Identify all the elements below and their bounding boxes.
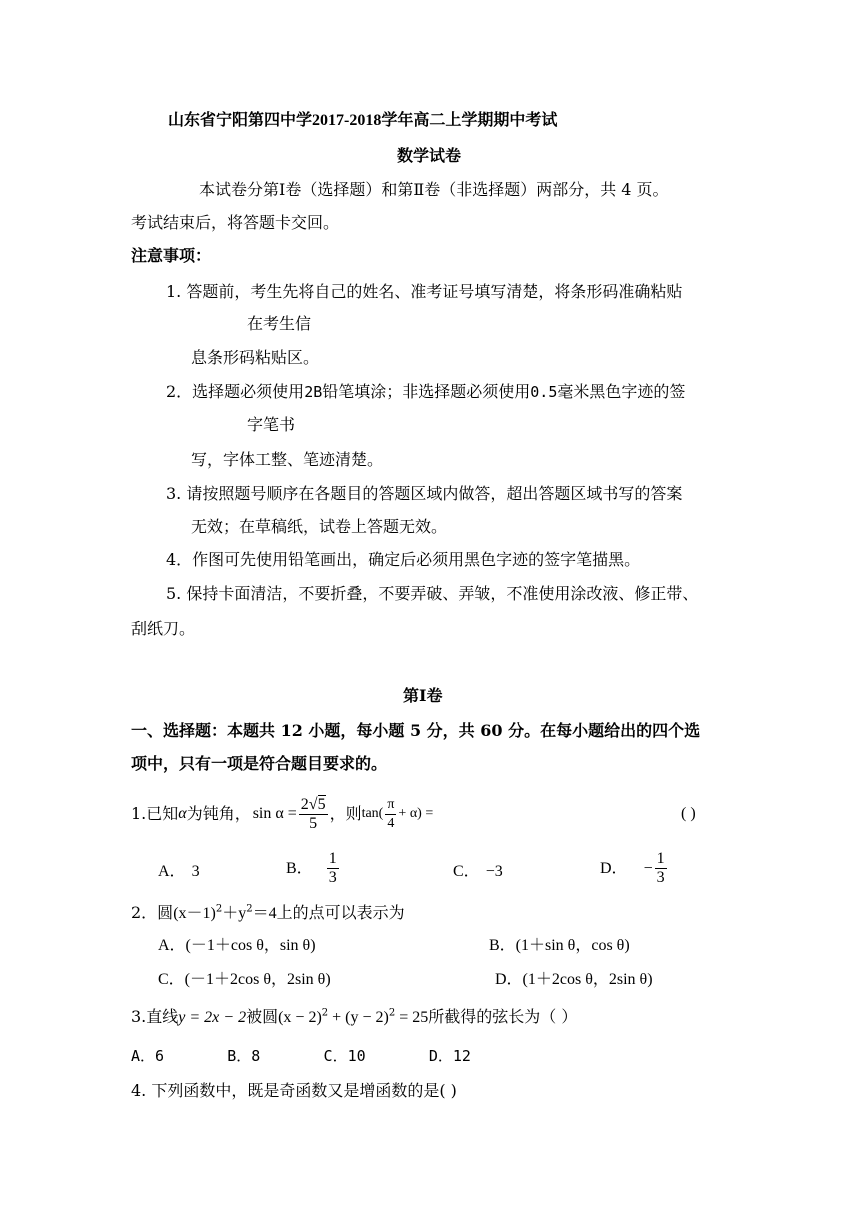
q1-option-b-fraction — [327, 850, 339, 887]
q2-option-c: C．(－1＋2cos θ，2sin θ) — [158, 971, 331, 988]
notes-heading: 注意事项： — [131, 246, 212, 265]
q2-eq-b: ＋y — [222, 905, 247, 922]
q2-option-d: D．(1＋2cos θ，2sin θ) — [495, 971, 653, 988]
q1-tan-label: tan( — [361, 806, 384, 821]
q1-option-a — [158, 862, 200, 882]
q3-circle-exp-2: 2 — [388, 1007, 396, 1019]
q1-text-2: ，则 — [329, 804, 362, 823]
question-4: 4. 下列函数中，既是奇函数又是增函数的是( ) — [131, 1081, 457, 1100]
q1-text-1: 为钝角， — [186, 804, 251, 823]
note-1-line-b: 在考生信 — [247, 314, 312, 333]
q1-prefix: 1.已知 — [131, 804, 179, 823]
note-5-line-b: 刮纸刀。 — [131, 619, 196, 638]
q1-option-d — [600, 850, 669, 887]
q3-circle-b: + (y − 2) — [328, 1009, 389, 1026]
note-1-line-a: 1. 答题前，考生先将自己的姓名、准考证号填写清楚，将条形码准确粘贴 — [166, 282, 683, 301]
note-2-pencil: 2B — [304, 383, 323, 401]
q3-prefix: 3.直线 — [131, 1007, 179, 1026]
title-years: 2017-2018 — [312, 112, 382, 129]
q1-tan-tail: + α) = — [398, 806, 434, 821]
q1-option-d-sign: − — [643, 859, 653, 877]
note-2-line-b: 字笔书 — [247, 415, 296, 434]
q1-option-d-label: D． — [600, 859, 628, 877]
q1-option-a-value: 3 — [191, 863, 200, 880]
q1-pi-numerator: π — [385, 796, 396, 815]
note-2-part-c: 铅笔填涂；非选择题必须使用 — [322, 382, 531, 401]
exam-title — [168, 110, 557, 131]
q1-option-d-numerator: 1 — [656, 850, 665, 867]
q3-text-2: 所截得的弦长为（ ） — [428, 1007, 578, 1026]
q2-prefix: 2．圆 — [131, 903, 174, 922]
q1-sin-numerator: 2√5 — [300, 795, 326, 813]
q3-circle-a: (x − 2) — [278, 1009, 322, 1026]
q2-eq-exp-2: 2 — [246, 903, 253, 915]
q1-option-a-label: A． — [158, 863, 186, 880]
q1-sin-denominator: 5 — [309, 814, 318, 832]
note-2-mm: 0.5 — [530, 383, 558, 401]
question-3 — [131, 1007, 577, 1028]
note-3-line-b: 无效；在草稿纸，试卷上答题无效。 — [191, 517, 448, 536]
q1-option-c — [453, 862, 503, 882]
q3-line-equation: y = 2x − 2 — [178, 1009, 247, 1026]
note-4: 4．作图可先使用铅笔画出，确定后必须用黑色字迹的签字笔描黑。 — [166, 550, 641, 569]
title-school: 山东省宁阳第四中学 — [168, 110, 313, 129]
q1-option-b-label: B． — [286, 859, 313, 877]
q2-option-a: A．(－1＋cos θ，sin θ) — [158, 937, 316, 954]
title-suffix: 学年高二上学期期中考试 — [381, 110, 558, 129]
exam-subtitle: 数学试卷 — [397, 146, 462, 165]
q1-alpha: α — [178, 805, 187, 822]
note-1-line-c: 息条形码粘贴区。 — [191, 348, 320, 367]
section-1-line-1: 一、选择题：本题共 12 小题，每小题 5 分，共 60 分。在每小题给出的四个选 — [131, 721, 701, 740]
q2-option-b: B．(1＋sin θ，cos θ) — [489, 937, 630, 954]
note-2-line-c: 写，字体工整、笔迹清楚。 — [191, 450, 384, 469]
q1-option-b-denominator: 3 — [328, 869, 337, 886]
q2-eq-c: ＝4 — [252, 905, 277, 922]
note-3-line-a: 3. 请按照题号顺序在各题目的答题区域内做答，超出答题区域书写的答案 — [166, 484, 683, 503]
q1-option-b-numerator: 1 — [328, 850, 337, 867]
section-1-line-2: 项中，只有一项是符合题目要求的。 — [131, 754, 388, 773]
note-2-part-e: 毫米黑色字迹的签 — [557, 382, 686, 401]
q1-pi-denominator: 4 — [387, 815, 395, 831]
q1-pi-fraction — [385, 796, 396, 833]
q1-sin-label: sin α = — [252, 805, 297, 822]
q1-option-c-value: −3 — [485, 863, 503, 880]
q3-circle-c: = 25 — [395, 1009, 429, 1026]
note-2-line-a — [166, 382, 685, 402]
q2-eq-exp-1: 2 — [215, 903, 223, 915]
question-1 — [131, 792, 433, 836]
q1-option-b — [286, 850, 341, 887]
question-2 — [131, 903, 405, 924]
q1-num-radicand: 5 — [317, 795, 326, 813]
q2-eq-a: (x－1) — [173, 905, 216, 922]
intro-line-1: 本试卷分第Ⅰ卷（选择题）和第Ⅱ卷（非选择题）两部分，共 4 页。 — [199, 180, 669, 199]
q2-text: 上的点可以表示为 — [276, 903, 405, 922]
q1-num-coef: 2 — [300, 795, 309, 813]
q3-options: A．6 B．8 C．10 D．12 — [131, 1047, 471, 1065]
note-2-part-a: 2．选择题必须使用 — [166, 382, 305, 401]
note-5-line-a: 5. 保持卡面清洁，不要折叠，不要弄破、弄皱，不准使用涂改液、修正带、 — [166, 584, 699, 603]
q3-circle-exp-1: 2 — [321, 1007, 329, 1019]
intro-line-2: 考试结束后，将答题卡交回。 — [131, 213, 340, 232]
q1-answer-paren: ( ) — [681, 805, 696, 822]
q3-text-1: 被圆 — [246, 1007, 279, 1026]
q1-sin-fraction — [299, 796, 328, 833]
part-1-title: 第Ⅰ卷 — [403, 686, 443, 705]
q1-option-c-label: C． — [453, 863, 480, 880]
q1-option-d-fraction — [655, 850, 667, 887]
q1-option-d-denominator: 3 — [656, 869, 665, 886]
